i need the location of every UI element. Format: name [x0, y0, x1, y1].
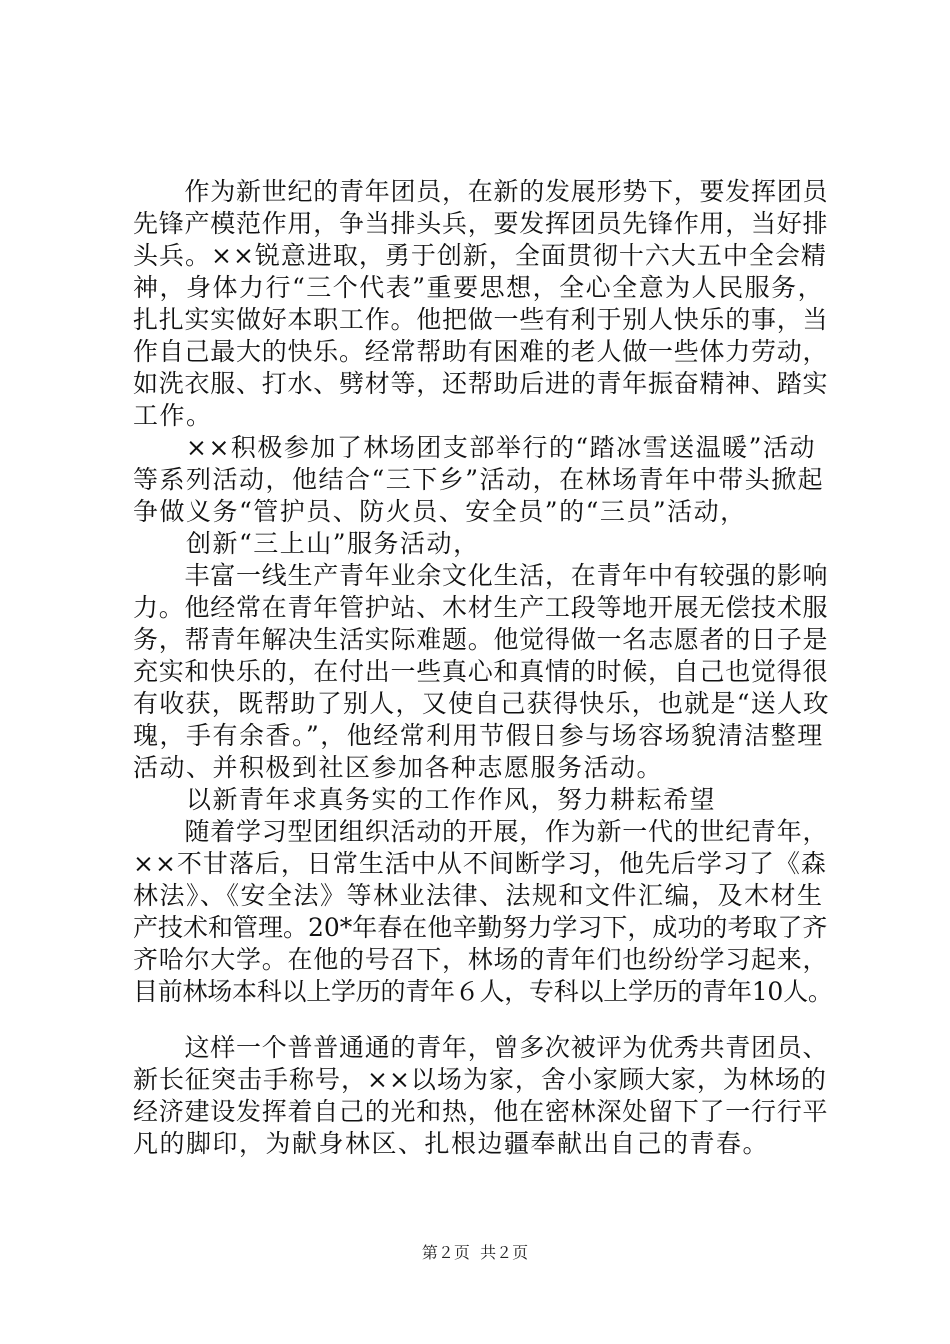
page-number-footer: 第２页 共２页 — [421, 1243, 529, 1262]
paragraph-line: 以新青年求真务实的工作作风，努力耕耘希望 — [133, 785, 717, 814]
paragraph-line: ××不甘落后，日常生活中从不间断学习，他先后学习了《森 — [133, 849, 827, 878]
paragraph-line: 齐哈尔大学。在他的号召下，林场的青年们也纷纷学习起来， — [133, 945, 829, 974]
paragraph-line: 林法》、《安全法》等林业法律、法规和文件汇编，及木材生 — [133, 881, 824, 910]
paragraph-line: 作自己最大的快乐。经常帮助有困难的老人做一些体力劳动， — [133, 337, 829, 366]
paragraph-line: 等系列活动，他结合“三下乡”活动，在林场青年中带头掀起 — [133, 465, 825, 494]
paragraph-line: 务，帮青年解决生活实际难题。他觉得做一名志愿者的日子是 — [133, 625, 829, 654]
paragraph-line: 神，身体力行“三个代表”重要思想，全心全意为人民服务， — [133, 273, 825, 302]
paragraph-line: 瑰，手有余香。”，他经常利用节假日参与场容场貌清洁整理 — [133, 721, 824, 750]
paragraph-line: 丰富一线生产青年业余文化生活，在青年中有较强的影响 — [133, 561, 829, 590]
paragraph-line: 工作。 — [133, 401, 213, 430]
paragraph-line: 目前林场本科以上学历的青年６人，专科以上学历的青年10人。 — [133, 977, 833, 1006]
paragraph-line: 作为新世纪的青年团员，在新的发展形势下，要发挥团员 — [133, 177, 829, 206]
paragraph-line: 活动、并积极到社区参加各种志愿服务活动。 — [133, 753, 664, 782]
paragraph-line: 先锋产模范作用，争当排头兵，要发挥团员先锋作用，当好排 — [133, 209, 829, 238]
paragraph-line: 新长征突击手称号，××以场为家，舍小家顾大家，为林场的 — [133, 1065, 827, 1094]
paragraph-line: 充实和快乐的，在付出一些真心和真情的时候，自己也觉得很 — [133, 657, 829, 686]
paragraph-line: 经济建设发挥着自己的光和热，他在密林深处留下了一行行平 — [133, 1097, 829, 1126]
paragraph-line: 凡的脚印，为献身林区、扎根边疆奉献出自己的青春。 — [133, 1129, 770, 1158]
paragraph-line: 扎扎实实做好本职工作。他把做一些有利于别人快乐的事，当 — [133, 305, 829, 334]
paragraph-line: 有收获，既帮助了别人，又使自己获得快乐，也就是“送人玫 — [133, 689, 830, 718]
paragraph-line: 如洗衣服、打水、劈材等，还帮助后进的青年振奋精神、踏实 — [133, 369, 829, 398]
paragraph-line: 这样一个普普通通的青年，曾多次被评为优秀共青团员、 — [133, 1033, 829, 1062]
paragraph-line: 头兵。××锐意进取，勇于创新，全面贯彻十六大五中全会精 — [133, 241, 827, 270]
paragraph-line: 产技术和管理。20*年春在他辛勤努力学习下，成功的考取了齐 — [133, 913, 828, 942]
paragraph-line: 争做义务“管护员、防火员、安全员”的“三员”活动， — [133, 497, 747, 526]
paragraph-line: 随着学习型团组织活动的开展，作为新一代的世纪青年， — [133, 817, 829, 846]
paragraph-line: 创新“三上山”服务活动， — [133, 529, 480, 558]
paragraph-line: 力。他经常在青年管护站、木材生产工段等地开展无偿技术服 — [133, 593, 829, 622]
paragraph-line: ××积极参加了林场团支部举行的“踏冰雪送温暖”活动 — [133, 433, 816, 462]
